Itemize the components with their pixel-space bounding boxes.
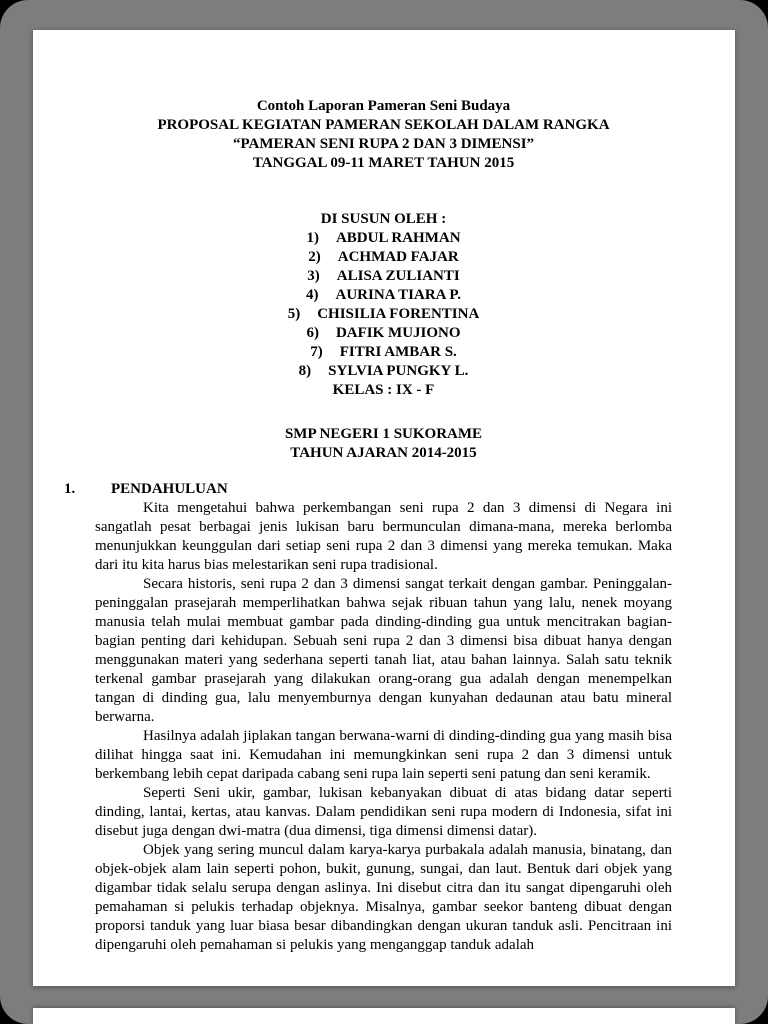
member-row [95, 286, 672, 305]
member-row [95, 267, 672, 286]
member-name: AURINA TIARA P. [335, 287, 461, 303]
school-block [95, 425, 672, 463]
header-line-2: PROPOSAL KEGIATAN PAMERAN SEKOLAH DALAM RANGKA [157, 117, 610, 133]
page-content [33, 30, 735, 955]
member-name: ALISA ZULIANTI [336, 268, 460, 284]
member-row [95, 248, 672, 267]
next-page-top-edge [33, 1008, 735, 1024]
member-row [95, 362, 672, 381]
paragraph: Secara historis, seni rupa 2 dan 3 dimensi sangat terkait dengan gambar. Peninggalan-peninggalan prasejarah memperlihatkan bahwa sejak ribuan tahun yang lalu, nenek moyang manusia telah mulai membuat gambar pada dinding-dinding gua untuk mencitrakan bagian-bagian penting dari kehidupan. Sebuah seni rupa 2 dan 3 dimensi bisa dibuat hanya dengan menggunakan materi yang sederhana seperti tanah liat, atau bahan lainnya. Salah satu teknik terkenal gambar prasejarah yang dilakukan orang-orang gua adalah dengan menempelkan tangan di dinding gua, lalu menyemburnya dengan kunyahan dedaunan atau batu mineral berwarna. [95, 576, 672, 725]
school-name: SMP NEGERI 1 SUKORAME [284, 426, 483, 442]
member-name: ACHMAD FAJAR [337, 249, 459, 265]
member-row [95, 343, 672, 362]
member-number: 2) [308, 249, 321, 265]
class-line: KELAS : IX - F [332, 382, 435, 398]
paragraph: Objek yang sering muncul dalam karya-karya purbakala adalah manusia, binatang, dan objek-objek alam lain seperti pohon, bukit, gunung, sungai, dan laut. Bentuk dari objek yang digambar tidak selalu serupa dengan aslinya. Ini disebut citra dan itu sangat dipengaruhi oleh pemahaman si pelukis terhadap objeknya. Misalnya, gambar seekor banteng dibuat dengan proporsi tanduk yang luar biasa besar dibandingkan dengan ukuran tanduk asli. Pencitraan ini dipengaruhi oleh pemahaman si pelukis yang menganggap tanduk adalah [95, 842, 672, 953]
header-line-3: “PAMERAN SENI RUPA 2 DAN 3 DIMENSI” [232, 136, 535, 152]
header-line-4: TANGGAL 09-11 MARET TAHUN 2015 [252, 155, 515, 171]
member-name: FITRI AMBAR S. [339, 344, 457, 360]
member-row [95, 305, 672, 324]
document-page [33, 30, 735, 986]
school-year: TAHUN AJARAN 2014-2015 [290, 445, 477, 461]
member-row [95, 324, 672, 343]
section-heading [64, 480, 672, 499]
member-name: ABDUL RAHMAN [335, 230, 461, 246]
paragraph: Seperti Seni ukir, gambar, lukisan kebanyakan dibuat di atas bidang datar seperti dinding, lantai, kertas, atau kanvas. Dalam pendidikan seni rupa modern di Indonesia, sifat ini disebut juga dengan dwi-matra (dua dimensi, tiga dimensi dimensi datar). [95, 785, 672, 839]
member-number: 8) [298, 363, 312, 379]
member-number: 6) [306, 325, 319, 341]
section-title: PENDAHULUAN [111, 481, 228, 497]
member-number: 4) [306, 287, 319, 303]
paragraph: Kita mengetahui bahwa perkembangan seni rupa 2 dan 3 dimensi di Negara ini sangatlah pesat berbagai jenis lukisan baru bermunculan dimana-mana, mereka berlomba menunjukkan keunggulan dari setiap seni rupa 2 dan 3 dimensi yang mereka temukan. Maka dari itu kita harus bias melestarikan seni rupa tradisional. [95, 500, 672, 573]
section-number: 1. [64, 481, 76, 497]
member-name: SYLVIA PUNGKY L. [328, 363, 469, 379]
document-header [95, 97, 672, 173]
authors-title: DI SUSUN OLEH : [320, 211, 447, 227]
header-line-1: Contoh Laporan Pameran Seni Budaya [256, 98, 511, 114]
member-name: CHISILIA FORENTINA [317, 306, 480, 322]
member-number: 1) [306, 230, 319, 246]
member-number: 7) [310, 344, 323, 360]
member-number: 3) [307, 268, 320, 284]
member-number: 5) [287, 306, 301, 322]
member-row [95, 229, 672, 248]
paragraph: Hasilnya adalah jiplakan tangan berwana-warni di dinding-dinding gua yang masih bisa dilihat hingga saat ini. Kemudahan ini memungkinkan seni rupa 2 dan 3 dimensi untuk berkembang lebih cepat daripada cabang seni rupa lain seperti seni patung dan seni keramik. [95, 728, 672, 782]
authors-block [95, 210, 672, 400]
member-name: DAFIK MUJIONO [335, 325, 461, 341]
